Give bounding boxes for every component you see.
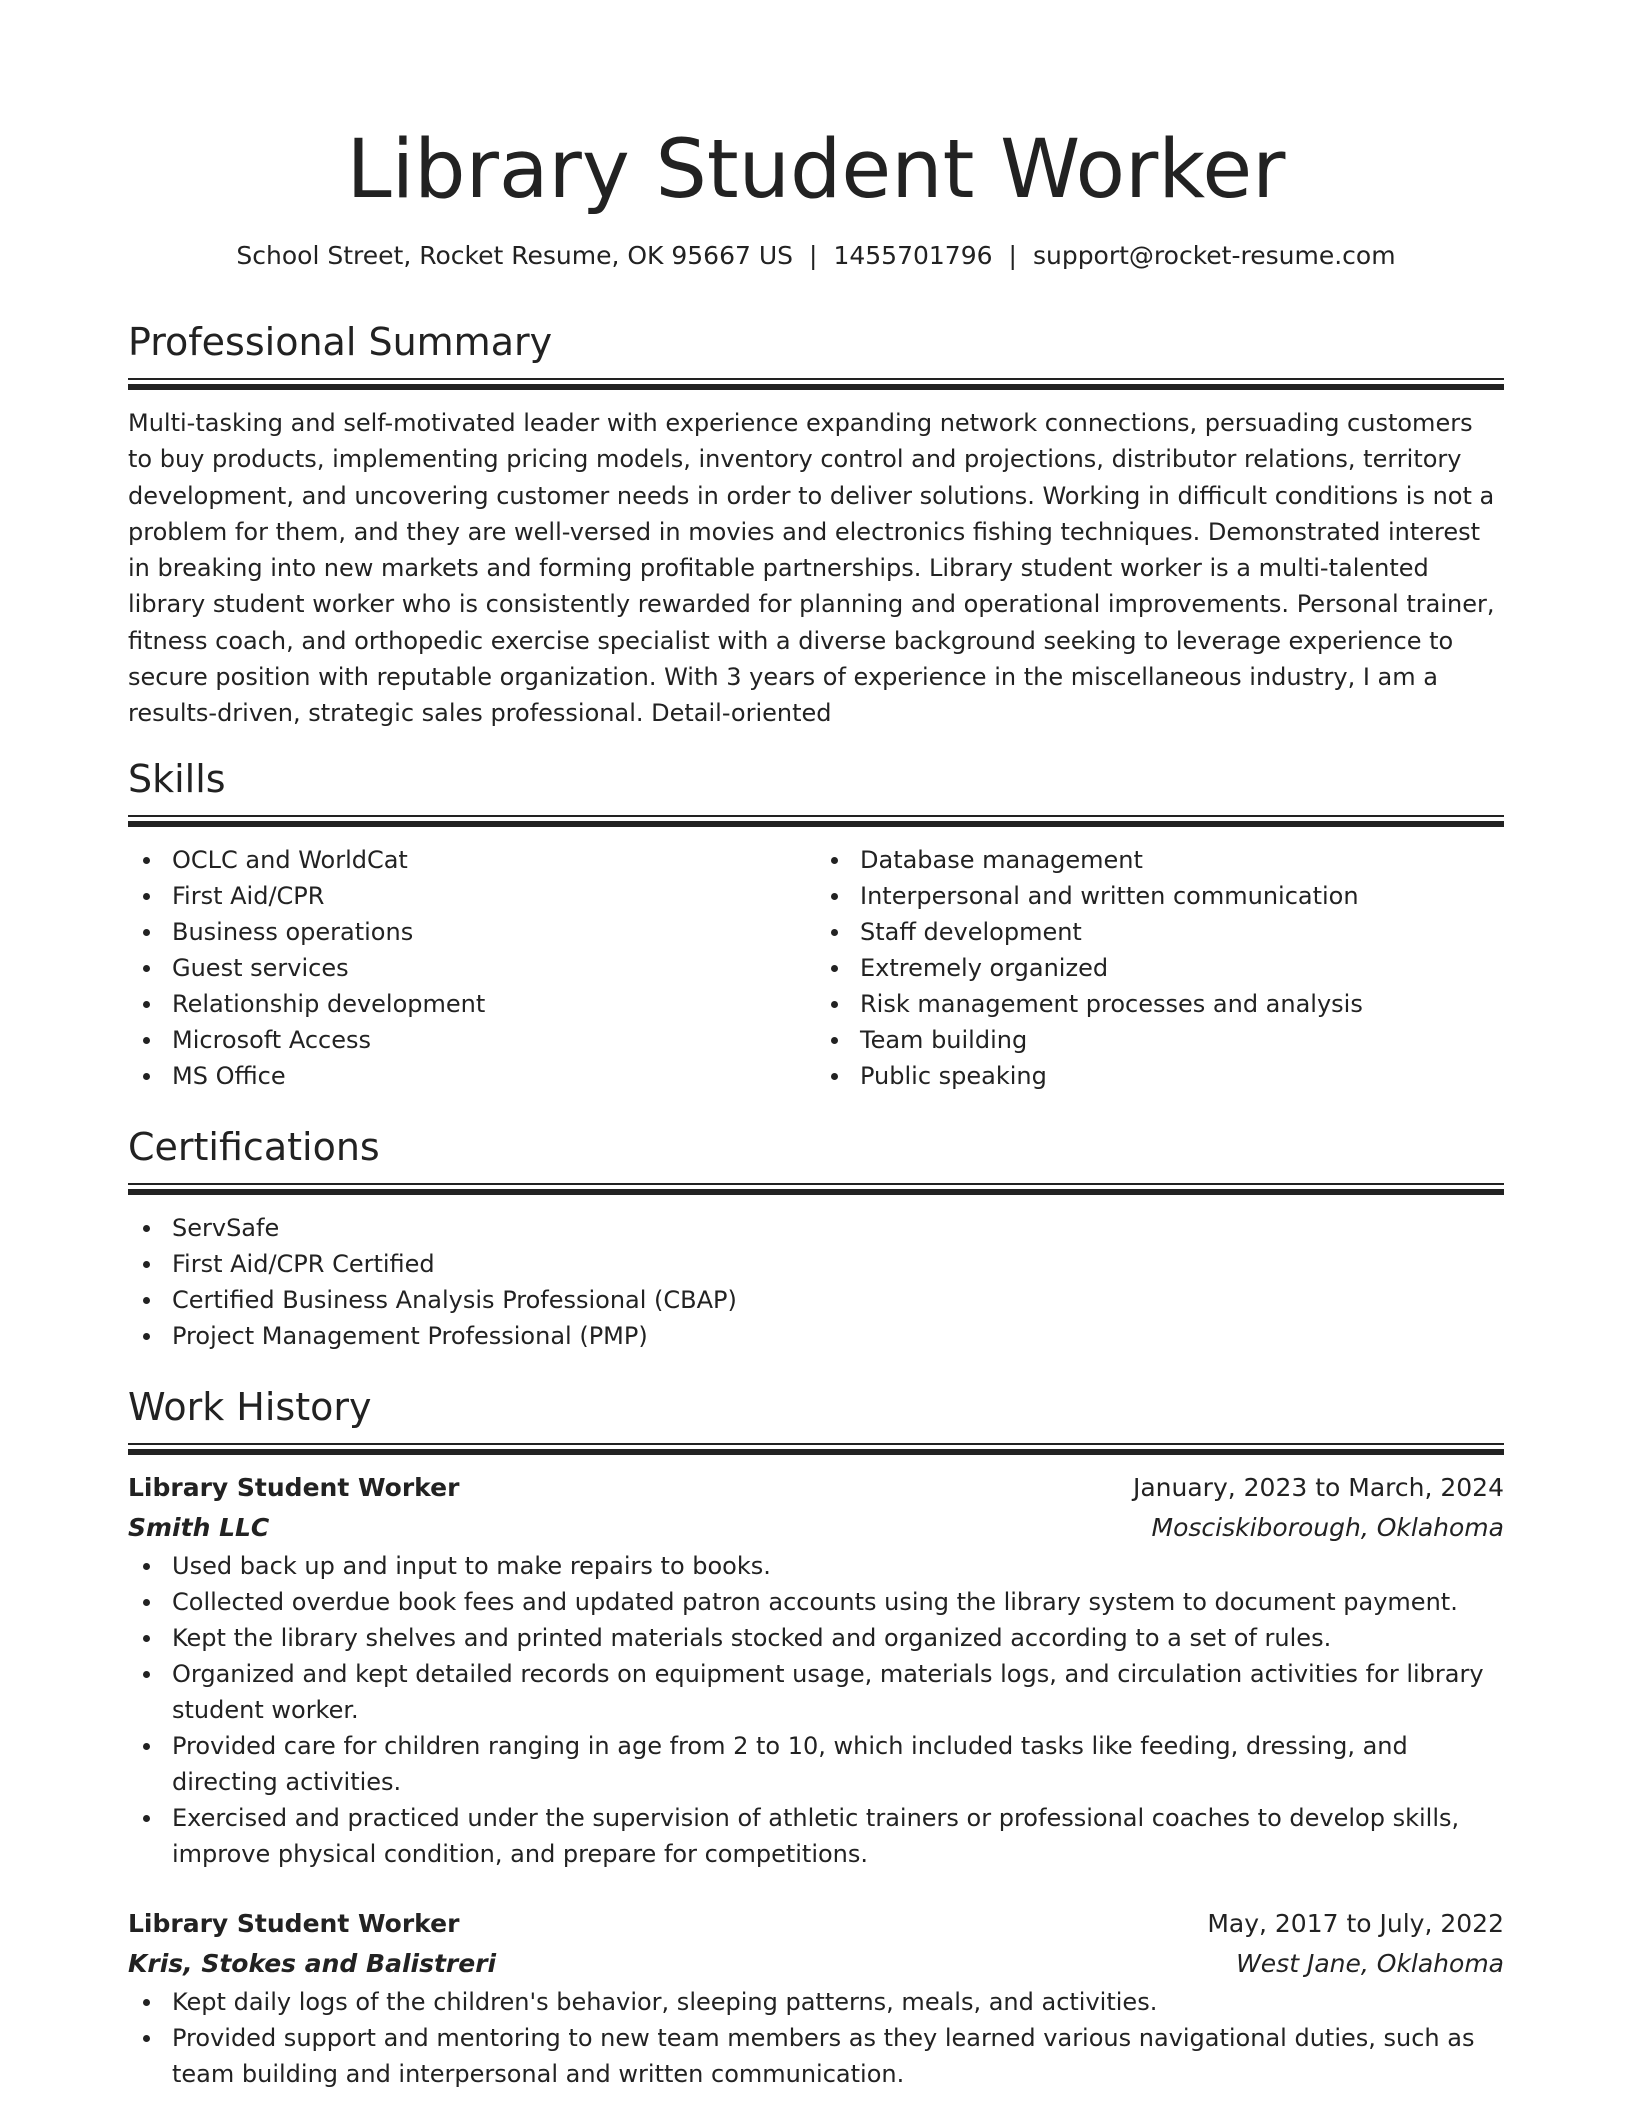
- section-title-summary: Professional Summary: [128, 320, 553, 364]
- job-bullet: Provided support and mentoring to new team members as they learned various navigational duties, such as team building and interpersonal and written communication.: [128, 2020, 1504, 2092]
- resume-name: Library Student Worker: [346, 123, 1286, 217]
- skill-item: Relationship development: [128, 986, 816, 1022]
- contact-phone: 1455701796: [833, 241, 993, 270]
- skill-item: Team building: [816, 1022, 1504, 1058]
- skill-item: Business operations: [128, 914, 816, 950]
- certification-item: Certified Business Analysis Professional (CBAP): [128, 1282, 1504, 1318]
- skills-right-column: [816, 842, 1504, 1094]
- summary-text: Multi-tasking and self-motivated leader with experience expanding network connections, persuading customers to buy products, implementing pricing models, inventory control and projections, distributor relations, territory development, and uncovering customer needs in order to deliver solutions. Working in difficult conditions is not a problem for them, and they are well-versed in movies and electronics fishing techniques. Demonstrated interest in breaking into new markets and forming profitable partnerships. Library student worker is a multi-talented library student worker who is consistently rewarded for planning and operational improvements. Personal trainer, fitness coach, and orthopedic exercise specialist with a diverse background seeking to leverage experience to secure position with reputable organization. With 3 years of experience in the miscellaneous industry, I am a results-driven, strategic sales professional. Detail-oriented: [128, 409, 1495, 728]
- certification-item: First Aid/CPR Certified: [128, 1246, 1504, 1282]
- job-entry: [128, 1468, 1504, 1872]
- skills-left-column: [128, 842, 816, 1094]
- section-divider: [128, 815, 1504, 828]
- skill-item: Staff development: [816, 914, 1504, 950]
- skill-item: Interpersonal and written communication: [816, 878, 1504, 914]
- job-bullet: Used back up and input to make repairs to books.: [128, 1548, 1504, 1584]
- contact-address: School Street, Rocket Resume, OK 95667 US: [236, 241, 794, 270]
- skill-item: Public speaking: [816, 1058, 1504, 1094]
- certification-item: ServSafe: [128, 1210, 1504, 1246]
- job-bullet: Kept daily logs of the children's behavior, sleeping patterns, meals, and activities.: [128, 1984, 1504, 2020]
- skill-item: OCLC and WorldCat: [128, 842, 816, 878]
- skills-section: [128, 755, 1504, 1094]
- job-bullet: Provided care for children ranging in age from 2 to 10, which included tasks like feeding, dressing, and directing activities.: [128, 1728, 1504, 1800]
- skill-item: MS Office: [128, 1058, 816, 1094]
- section-divider: [128, 1443, 1504, 1456]
- certification-item: Project Management Professional (PMP): [128, 1318, 1504, 1354]
- section-title-skills: Skills: [128, 757, 226, 801]
- job-bullet: Kept the library shelves and printed materials stocked and organized according to a set of rules.: [128, 1620, 1504, 1656]
- job-bullets: [128, 1984, 1504, 2092]
- section-divider: [128, 1183, 1504, 1196]
- section-divider: [128, 378, 1504, 391]
- contact-separator: |: [1008, 241, 1017, 270]
- job-company: Smith LLC: [128, 1513, 270, 1542]
- summary-section: [128, 318, 1504, 732]
- certifications-section: [128, 1123, 1504, 1354]
- job-dates: January, 2023 to March, 2024: [1132, 1473, 1504, 1502]
- work-history-section: [128, 1383, 1504, 2092]
- job-location: West Jane, Oklahoma: [1236, 1949, 1504, 1978]
- skill-item: Risk management processes and analysis: [816, 986, 1504, 1022]
- skill-item: First Aid/CPR: [128, 878, 816, 914]
- section-title-certifications: Certifications: [128, 1125, 380, 1169]
- job-entry: [128, 1904, 1504, 2092]
- skill-item: Microsoft Access: [128, 1022, 816, 1058]
- job-dates: May, 2017 to July, 2022: [1207, 1909, 1504, 1938]
- skill-item: Database management: [816, 842, 1504, 878]
- contact-separator: |: [809, 241, 818, 270]
- job-title: Library Student Worker: [128, 1473, 460, 1502]
- skill-item: Guest services: [128, 950, 816, 986]
- section-title-work: Work History: [128, 1385, 372, 1429]
- skill-item: Extremely organized: [816, 950, 1504, 986]
- job-bullet: Collected overdue book fees and updated patron accounts using the library system to document payment.: [128, 1584, 1504, 1620]
- job-location: Mosciskiborough, Oklahoma: [1151, 1513, 1504, 1542]
- job-bullet: Exercised and practiced under the supervision of athletic trainers or professional coaches to develop skills, improve physical condition, and prepare for competitions.: [128, 1800, 1504, 1872]
- skills-columns: [128, 842, 1504, 1094]
- contact-line: [128, 238, 1504, 274]
- job-bullet: Organized and kept detailed records on equipment usage, materials logs, and circulation activities for library student worker.: [128, 1656, 1504, 1728]
- job-bullets: [128, 1548, 1504, 1872]
- certification-list: [128, 1210, 1504, 1354]
- job-company: Kris, Stokes and Balistreri: [128, 1949, 497, 1978]
- contact-email[interactable]: support@rocket-resume.com: [1032, 241, 1396, 270]
- job-title: Library Student Worker: [128, 1909, 460, 1938]
